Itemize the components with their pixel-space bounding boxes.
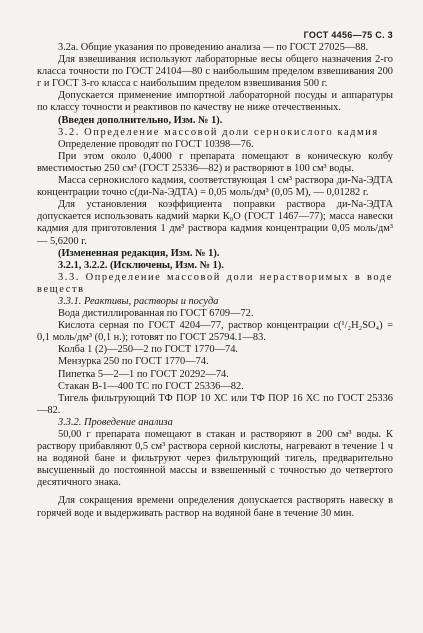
- paragraph: 3.3.1. Реактивы, растворы и посуда: [58, 295, 219, 307]
- paragraph: Для взвешивания используют лабораторные весы общего назначения 2-го класса точности по ГОСТ 24104—80 с наибольшим пределом взвешивания 200 г и ГОСТ 3-го класса с наибольшим пределом взвешивания 500 г.: [37, 54, 393, 90]
- paragraph: Для сокращения времени определения допускается растворять навеску в горячей воде и выдерживать раствор на водяной бане в течение 30 мин.: [37, 495, 393, 519]
- paragraph: При этом около 0,4000 г препарата помещают в коническую колбу вместимостью 250 см³ (ГОСТ 25336—82) и растворяют в 100 см³ воды.: [37, 150, 393, 174]
- paragraph: Мензурка 250 по ГОСТ 1770—74.: [58, 356, 209, 368]
- paragraph: 3.2а. Общие указания по проведению анализа — по ГОСТ 27025—88.: [58, 42, 369, 53]
- paragraph: Вода дистиллированная по ГОСТ 6709—72.: [58, 308, 254, 320]
- paragraph: Кислота серная по ГОСТ 4204—77, раствор концентрации с(¹/₂H₂SO₄) = 0,1 моль/дм³ (0,1 н.); готовят по ГОСТ 25794.1—83.: [37, 320, 393, 344]
- paragraph: Допускается применение импортной лабораторной посуды и аппаратуры по классу точности и реактивов по качеству не ниже отечественных.: [37, 90, 393, 114]
- paragraph: Колба 1 (2)—250—2 по ГОСТ 1770—74.: [58, 344, 238, 356]
- paragraph: 3.2. Определение массовой доли сернокислого кадмия: [58, 126, 379, 138]
- paragraph: (Измененная редакция, Изм. № 1).: [58, 247, 220, 259]
- document-body: [37, 42, 393, 520]
- paragraph: 3.3. Определение массовой доли нерастворимых в воде веществ: [37, 271, 393, 295]
- paragraph: Масса сернокислого кадмия, соответствующая 1 см³ раствора ди-Na-ЭДТА концентрации точно с(ди-Na-ЭДТА) = 0,05 моль/дм³ (0,05 М), — 0,01282 г.: [37, 175, 393, 199]
- paragraph: 50,00 г препарата помещают в стакан и растворяют в 200 см³ воды. К раствору прибавляют 0,5 см³ раствора серной кислоты, нагревают в течение 1 ч на водяной бане и фильтруют через фильтрующий тигель, предварительно высушенный до постоянной массы и взвешенный с точностью до четвертого десятичного знака.: [37, 429, 393, 489]
- paragraph: 3.2.1, 3.2.2. (Исключены, Изм. № 1).: [58, 259, 224, 271]
- paragraph: (Введен дополнительно, Изм. № 1).: [58, 114, 223, 126]
- paragraph: 3.3.2. Проведение анализа: [58, 416, 173, 428]
- paragraph: Стакан В-1—400 ТС по ГОСТ 25336—82.: [58, 380, 244, 392]
- page-header: ГОСТ 4456—75 С. 3: [303, 30, 393, 40]
- paragraph: Определение проводят по ГОСТ 10398—76.: [58, 138, 254, 150]
- paragraph: Тигель фильтрующий ТФ ПОР 10 ХС или ТФ ПОР 16 ХС по ГОСТ 25336—82.: [37, 392, 393, 416]
- paragraph: Пипетка 5—2—1 по ГОСТ 20292—74.: [58, 368, 229, 380]
- paragraph: Для установления коэффициента поправки раствора ди-Na-ЭДТА допускается использовать кадмий марки К₀О (ГОСТ 1467—77); масса навески кадмия для приготовления 1 дм³ раствора кадмия концентрации 0,05 моль/дм³ — 5,6200 г.: [37, 199, 393, 247]
